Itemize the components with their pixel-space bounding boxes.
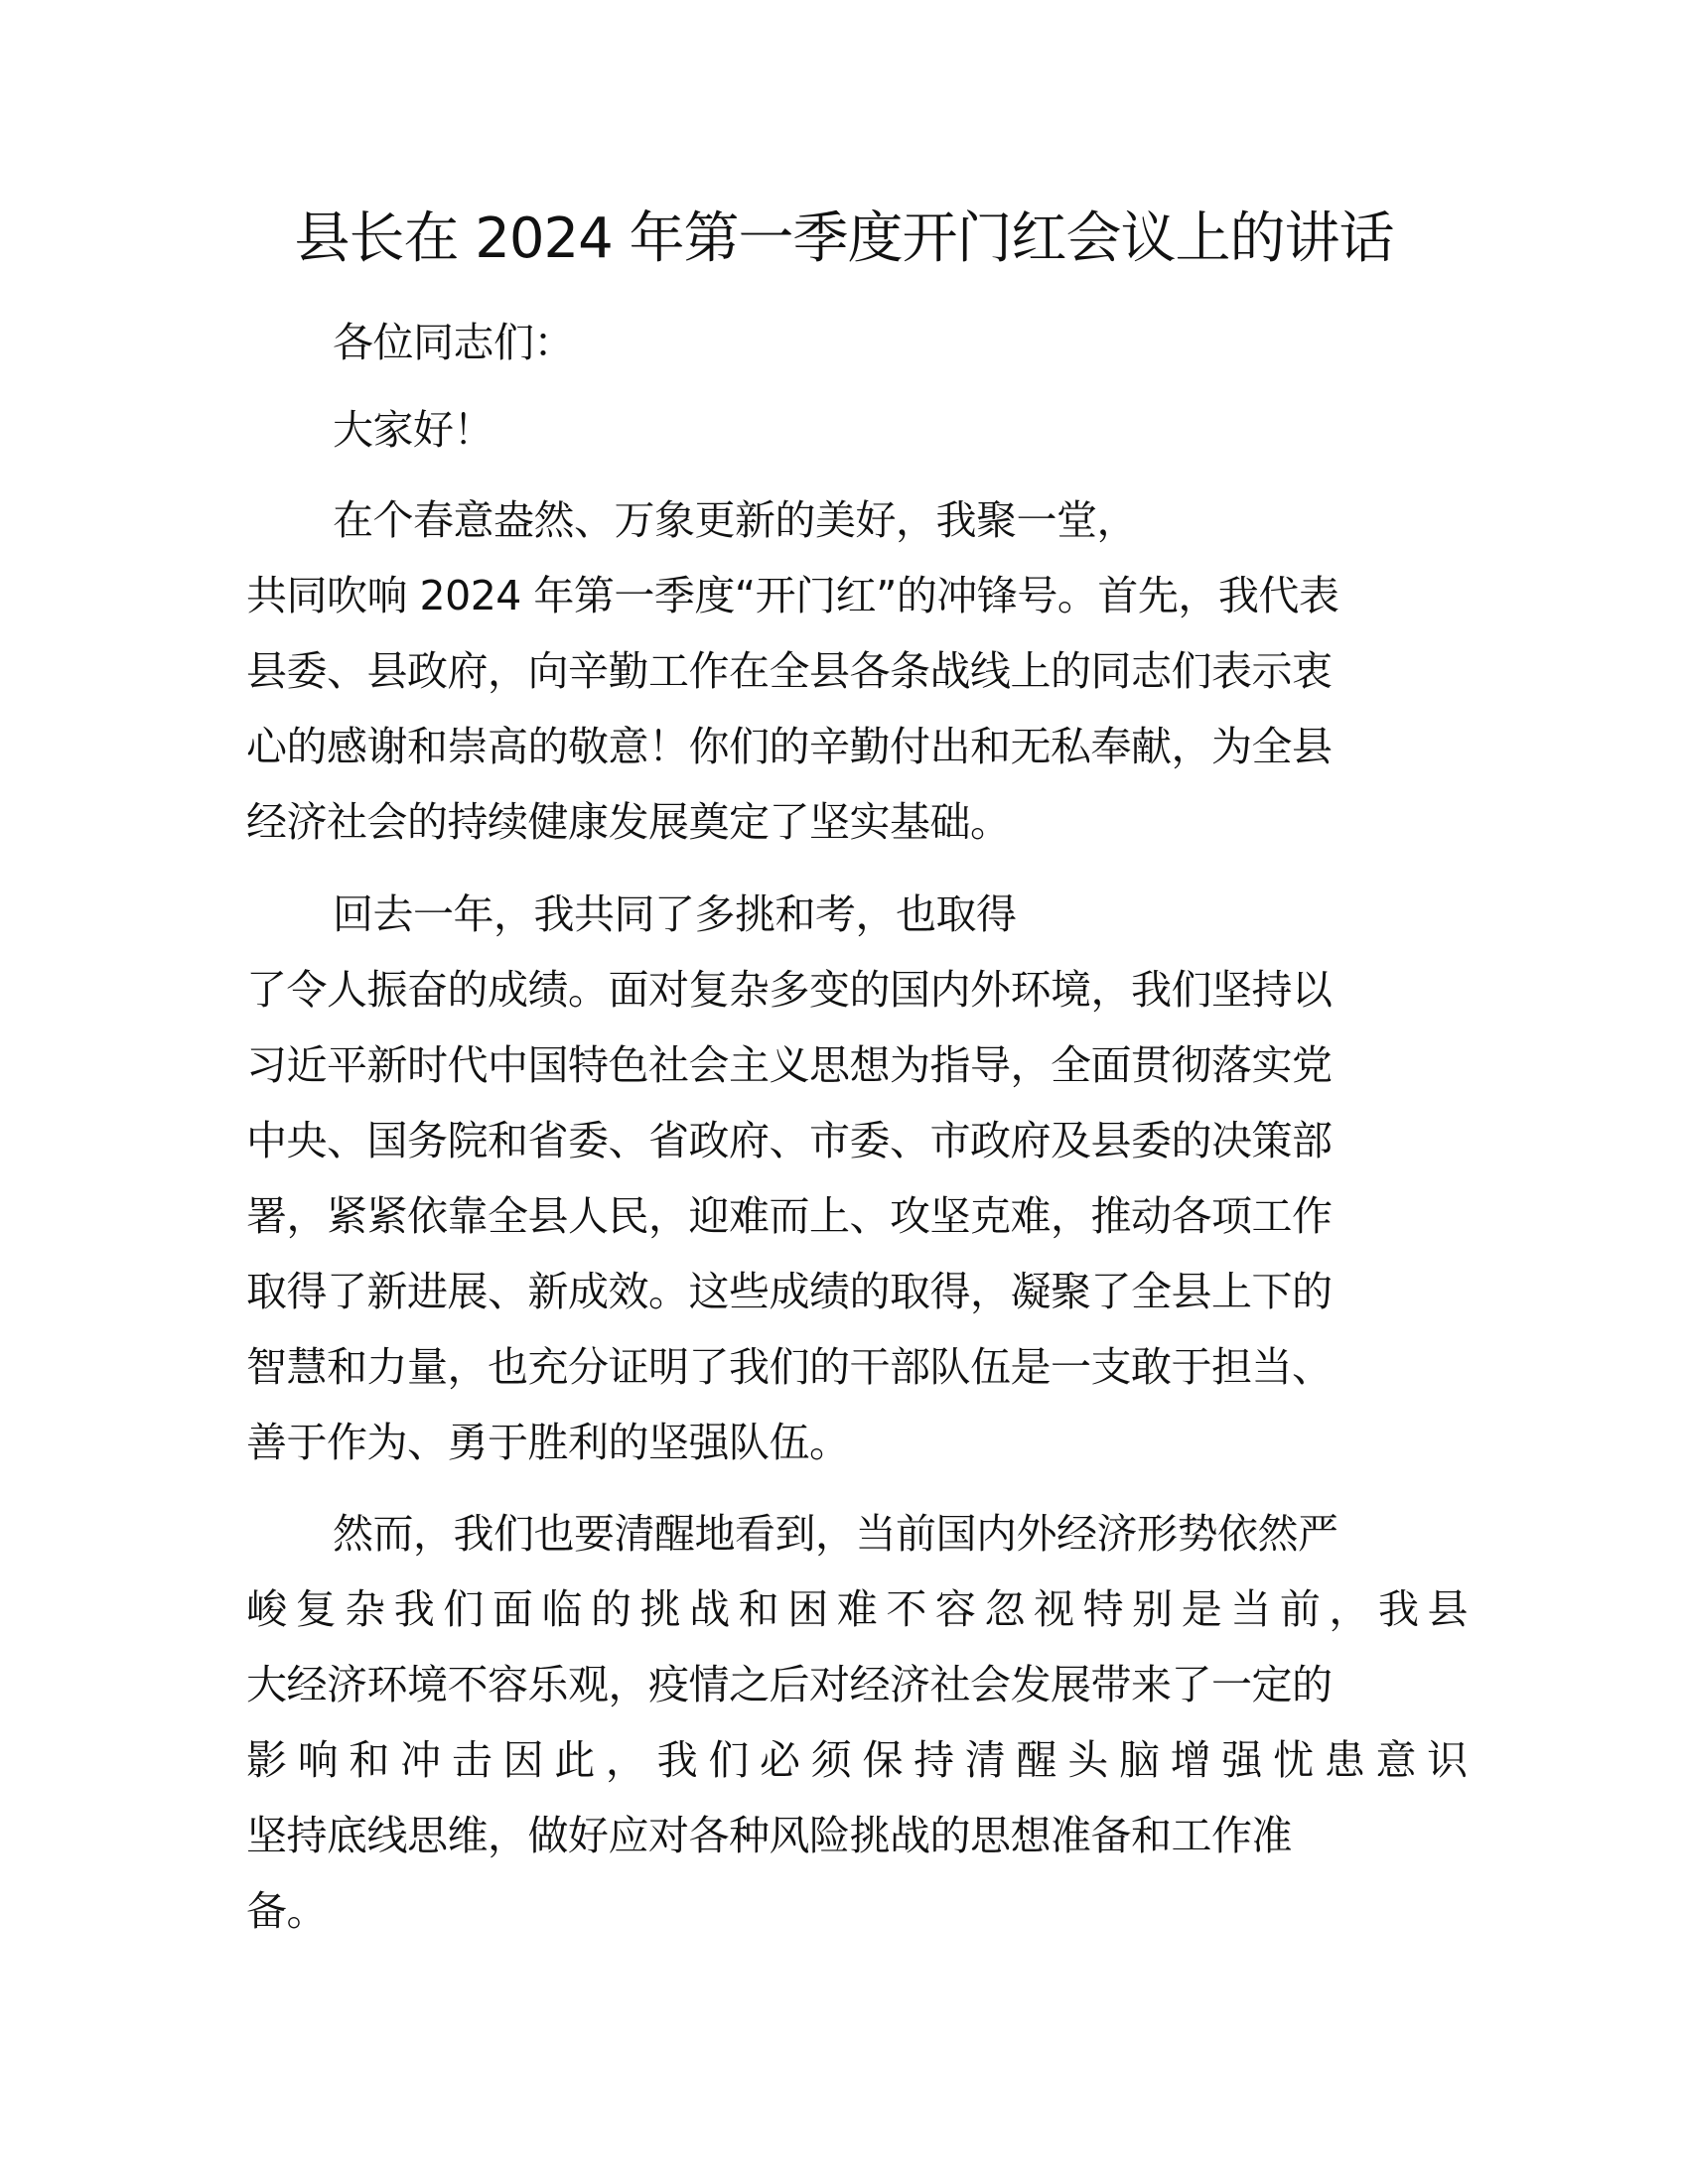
paragraph-3-line-3: 大经济环境不容乐观，疫情之后对经济社会发展带来了一定的 xyxy=(246,1661,1333,1708)
spread-char: 和 xyxy=(349,1736,389,1784)
spread-char: 杂 xyxy=(345,1585,385,1633)
spread-char: 临 xyxy=(541,1585,582,1633)
greeting: 大家好！ xyxy=(333,406,493,454)
spread-char: ， xyxy=(1329,1585,1369,1633)
spread-char: 挑 xyxy=(639,1585,680,1633)
spread-char: 们 xyxy=(708,1736,749,1784)
spread-char: 别 xyxy=(1132,1585,1173,1633)
spread-char: 击 xyxy=(451,1736,492,1784)
spread-char: ， xyxy=(605,1736,646,1784)
paragraph-2-line-6: 取得了新进展、新成效。这些成绩的取得，凝聚了全县上下的 xyxy=(246,1268,1333,1315)
spread-char: 我 xyxy=(656,1736,698,1784)
spread-char: 容 xyxy=(934,1585,976,1633)
spread-char: 增 xyxy=(1170,1736,1211,1784)
paragraph-3-line-5: 坚持底线思维，做好应对各种风险挑战的思想准备和工作准 xyxy=(246,1812,1292,1859)
spread-char: 我 xyxy=(393,1585,435,1633)
spread-char: 脑 xyxy=(1118,1736,1160,1784)
spread-char: 视 xyxy=(1034,1585,1074,1633)
spread-char: 前 xyxy=(1279,1585,1321,1633)
paragraph-2-line-5: 署，紧紧依靠全县人民，迎难而上、攻坚克难，推动各项工作 xyxy=(246,1192,1333,1240)
paragraph-1-line-1: 在个春意盎然、万象更新的美好，我聚一堂， xyxy=(333,496,1137,544)
spread-char: 复 xyxy=(295,1585,337,1633)
spread-char: 当 xyxy=(1230,1585,1271,1633)
spread-char: 影 xyxy=(246,1736,287,1784)
spread-char: 县 xyxy=(1427,1585,1468,1633)
spread-char: 意 xyxy=(1375,1736,1416,1784)
spread-char: 和 xyxy=(738,1585,779,1633)
spread-char: 不 xyxy=(886,1585,926,1633)
spread-char: 患 xyxy=(1324,1736,1365,1784)
spread-char: 的 xyxy=(590,1585,632,1633)
paragraph-2-line-7: 智慧和力量，也充分证明了我们的干部队伍是一支敢于担当、 xyxy=(246,1343,1333,1391)
paragraph-2-line-1: 回去一年，我共同了多挑和考，也取得 xyxy=(333,890,1017,938)
spread-char: 困 xyxy=(787,1585,828,1633)
paragraph-2-line-3: 习近平新时代中国特色社会主义思想为指导，全面贯彻落实党 xyxy=(246,1041,1333,1089)
spread-char: 须 xyxy=(810,1736,852,1784)
spread-char: 特 xyxy=(1082,1585,1124,1633)
salutation: 各位同志们： xyxy=(333,319,574,366)
paragraph-3-line-4 xyxy=(246,1732,1468,1788)
spread-char: 战 xyxy=(689,1585,730,1633)
paragraph-1-line-4: 心的感谢和崇高的敬意！你们的辛勤付出和无私奉献，为全县 xyxy=(246,723,1333,770)
paragraph-2-line-8: 善于作为、勇于胜利的坚强队伍。 xyxy=(246,1419,850,1466)
spread-char: 忽 xyxy=(984,1585,1025,1633)
spread-char: 此 xyxy=(554,1736,595,1784)
spread-char: 峻 xyxy=(246,1585,287,1633)
paragraph-3-line-6: 备。 xyxy=(246,1887,327,1935)
spread-char: 们 xyxy=(443,1585,484,1633)
spread-char: 强 xyxy=(1221,1736,1262,1784)
spread-char: 保 xyxy=(862,1736,903,1784)
paragraph-3-line-2 xyxy=(246,1581,1468,1637)
paragraph-3-line-1: 然而，我们也要清醒地看到，当前国内外经济形势依然严 xyxy=(333,1510,1338,1558)
paragraph-1-line-2: 共同吹响 2024 年第一季度“开门红”的冲锋号。首先，我代表 xyxy=(246,572,1339,619)
paragraph-1-line-5: 经济社会的持续健康发展奠定了坚实基础。 xyxy=(246,798,1011,846)
spread-char: 识 xyxy=(1427,1736,1468,1784)
spread-char: 难 xyxy=(836,1585,878,1633)
spread-char: 醒 xyxy=(1016,1736,1057,1784)
spread-char: 必 xyxy=(760,1736,800,1784)
paragraph-2-line-4: 中央、国务院和省委、省政府、市委、市政府及县委的决策部 xyxy=(246,1117,1333,1164)
spread-char: 响 xyxy=(297,1736,339,1784)
spread-char: 忧 xyxy=(1273,1736,1314,1784)
paragraph-2-line-2: 了令人振奋的成绩。面对复杂多变的国内外环境，我们坚持以 xyxy=(246,966,1333,1014)
spread-char: 头 xyxy=(1067,1736,1108,1784)
spread-char: 我 xyxy=(1377,1585,1419,1633)
spread-char: 是 xyxy=(1181,1585,1222,1633)
spread-char: 因 xyxy=(502,1736,544,1784)
spread-char: 面 xyxy=(492,1585,533,1633)
spread-char: 冲 xyxy=(400,1736,441,1784)
document-title: 县长在 2024 年第一季度开门红会议上的讲话 xyxy=(294,206,1394,271)
paragraph-1-line-3: 县委、县政府，向辛勤工作在全县各条战线上的同志们表示衷 xyxy=(246,647,1333,695)
spread-char: 清 xyxy=(964,1736,1006,1784)
spread-char: 持 xyxy=(914,1736,954,1784)
